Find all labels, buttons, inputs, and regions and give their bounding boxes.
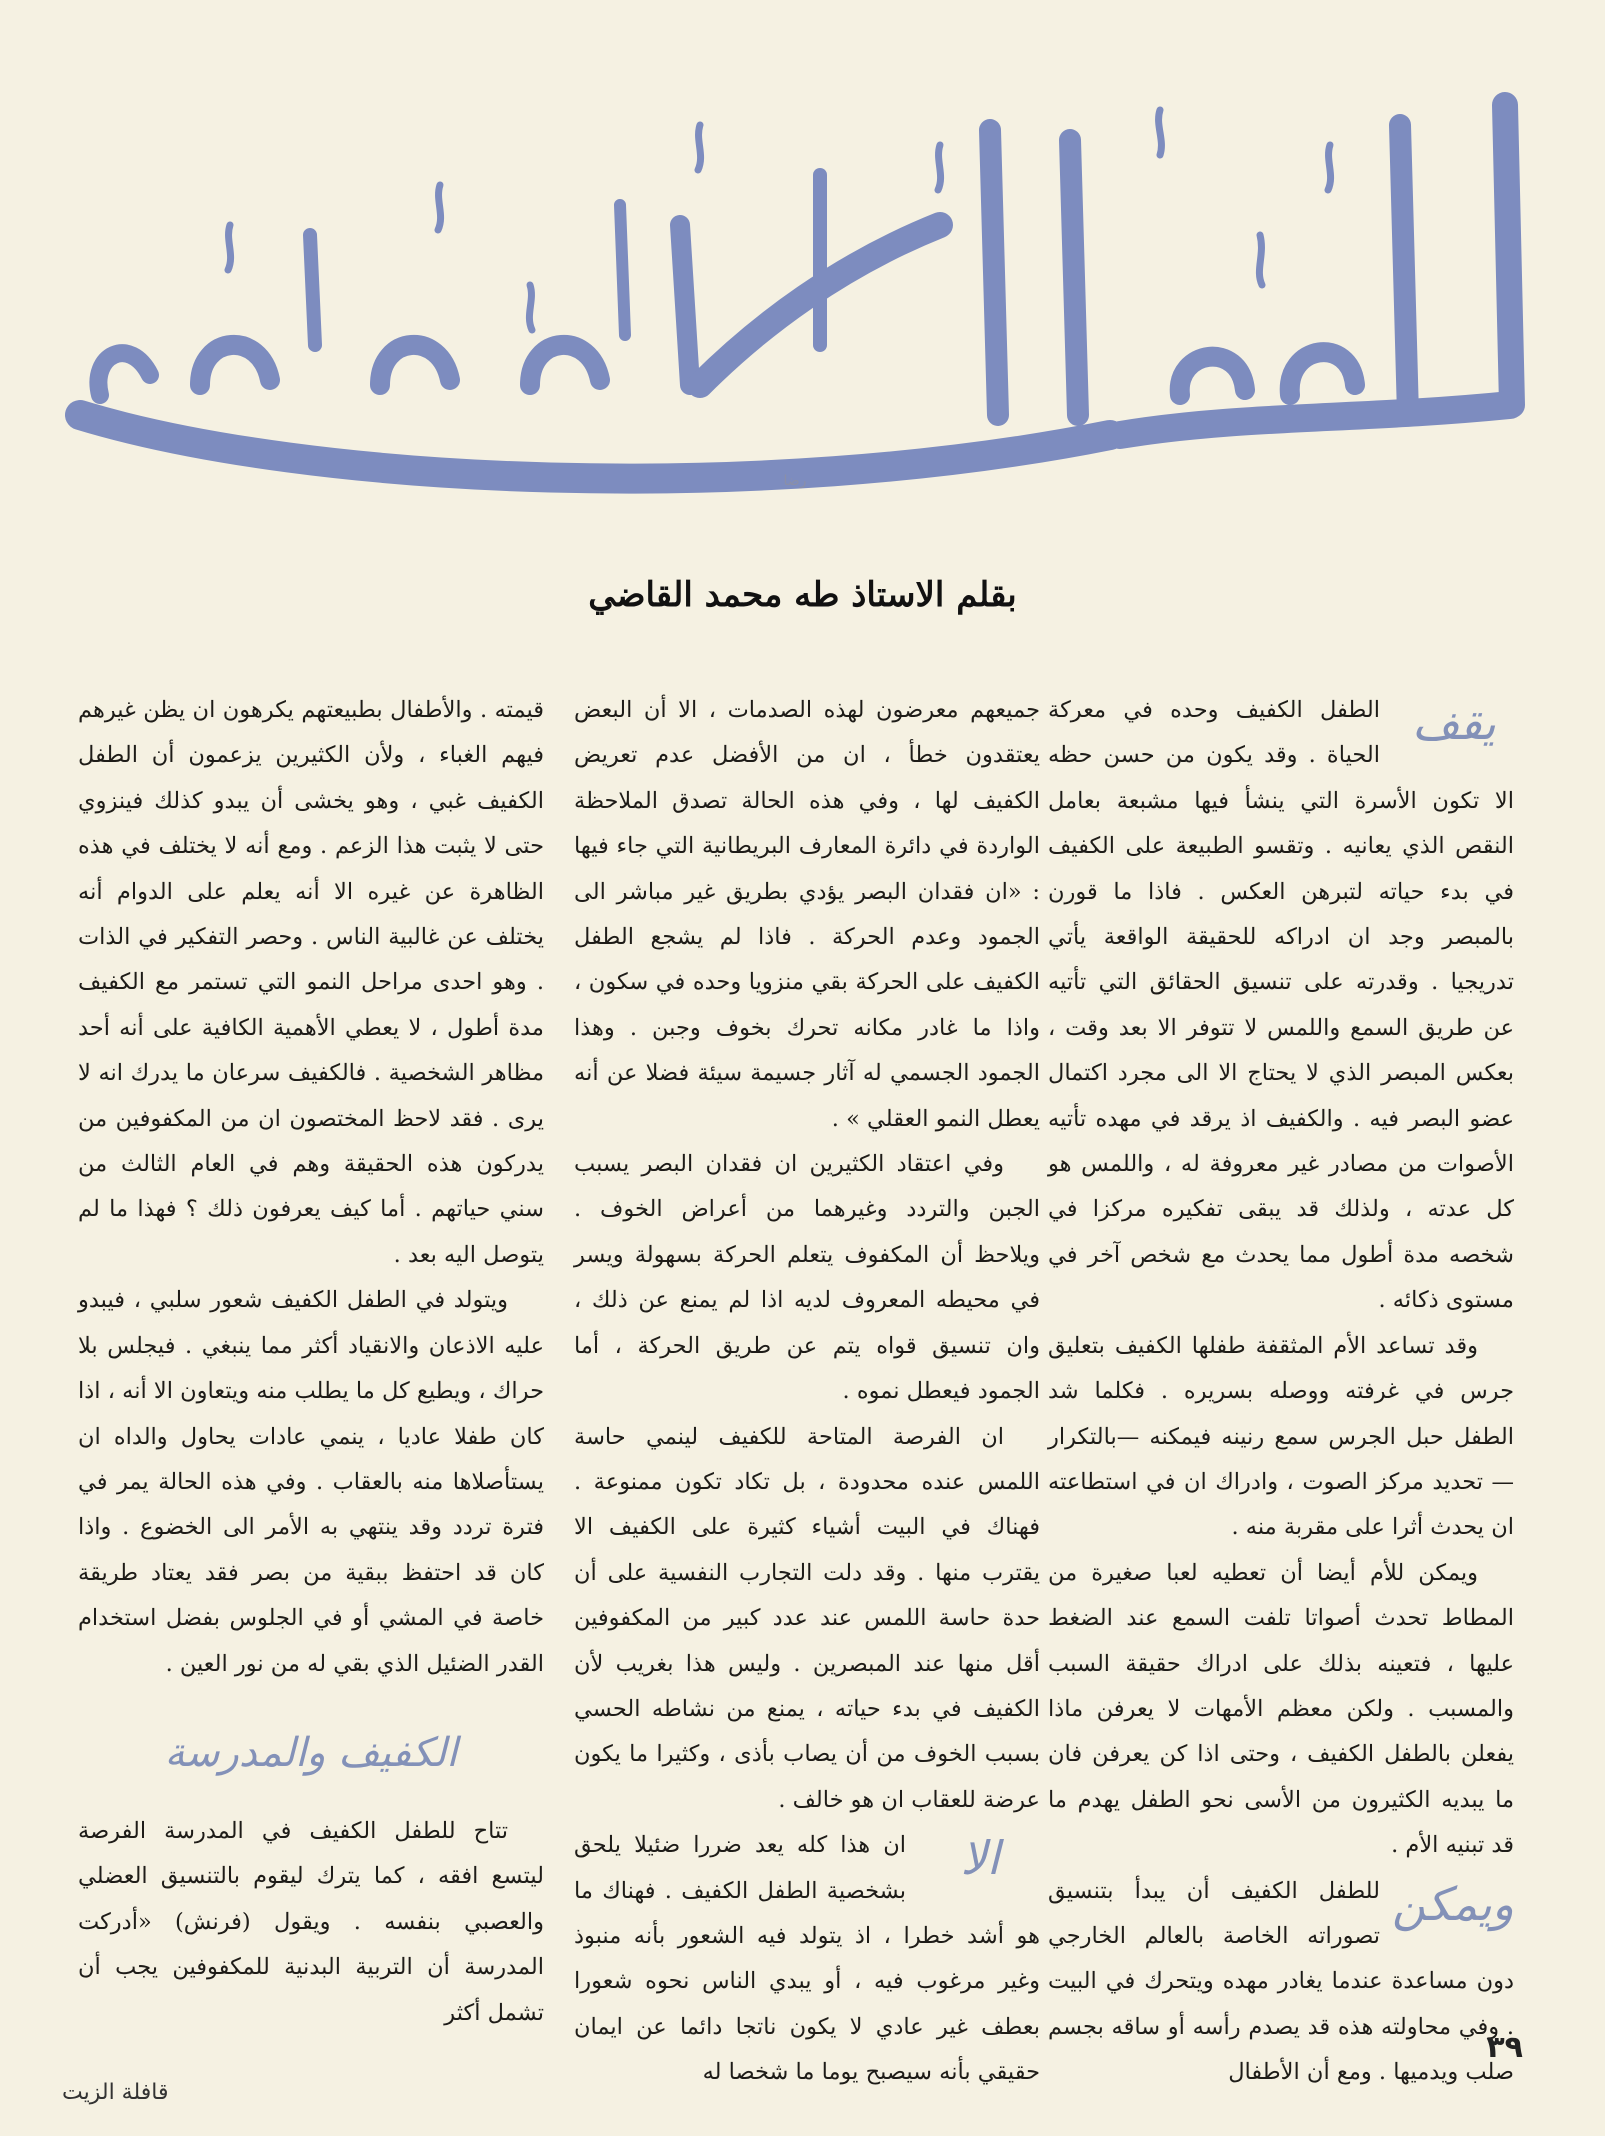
- paragraph: قيمته . والأطفال بطبيعتهم يكرهون ان يظن غيرهم فيهم الغباء ، ولأن الكثيرين يزعمون أن الطفل الكفيف غبي ، وهو يخشى أن يبدو كذلك فينزوي حتى لا يثبت هذا الزعم . ومع أنه لا يختلف في هذه الظاهرة عن غيره الا أنه يعلم على الدوام أنه يختلف عن غالبية الناس . وحصر التفكير في الذات . وهو احدى مراحل النمو التي تستمر مع الكفيف مدة أطول ، لا يعطي الأهمية الكافية على أنه أحد مظاهر الشخصية . فالكفيف سرعان ما يدرك انه لا يرى . فقد لاحظ المختصون ان من المكفوفين من يدركون هذه الحقيقة وهم في العام الثالث من سني حياتهم . أما كيف يعرفون ذلك ؟ فهذا ما لم يتوصل اليه بعد .: [78, 697, 544, 1268]
- paragraph: ان الفرصة المتاحة للكفيف لينمي حاسة اللمس عنده محدودة ، بل تكاد تكون ممنوعة . فهناك في البيت أشياء كثيرة على الكفيف الا يقترب منها . وقد دلت التجارب النفسية على أن حدة حاسة اللمس عند عدد كبير من المكفوفين أقل منها عند المبصرين . وليس هذا بغريب لأن الكفيف في بدء حياته ، يمنع من نشاطه الحسي بسبب الخوف من أن يصاب بأذى ، وكثيرا ما يكون عرضة للعقاب ان هو خالف .: [574, 1423, 1040, 1813]
- drop-word: يقف: [1412, 696, 1496, 750]
- paragraph: ان هذا كله يعد ضررا ضئيلا يلحق بشخصية الطفل الكفيف . فهناك ما هو أشد خطرا ، اذ يتولد فيه الشعور بأنه منبوذ وغير مرغوب فيه ، أو يبدي الناس نحوه شعورا بعطف غير عادي لا يكون ناتجا دائما عن ايمان حقيقي بأنه سيصبح يوما ما شخصا له: [574, 1832, 1040, 2086]
- paragraph: وقد تساعد الأم المثقفة طفلها الكفيف بتعليق جرس في غرفته ووصله بسريره . فكلما شد الطفل حبل الجرس سمع رنينه فيمكنه —بالتكرار— تحديد مركز الصوت ، وادراك ان في استطاعته ان يحدث أثرا على مقربة منه .: [1048, 1332, 1514, 1541]
- column-right: [1048, 688, 1514, 2096]
- column-left: [78, 688, 544, 2036]
- drop-word: ويمكن: [1391, 1876, 1514, 1931]
- page-number: ٣٩: [1486, 2030, 1523, 2065]
- column-middle: [574, 688, 1040, 2096]
- calligraphy-title-art: [60, 85, 1550, 545]
- article-title: [60, 85, 1550, 545]
- paragraph: ويتولد في الطفل الكفيف شعور سلبي ، فيبدو عليه الاذعان والانقياد أكثر مما ينبغي . فيجلس بلا حراك ، ويطيع كل ما يطلب منه ويتعاون الا أنه ، اذا كان طفلا عاديا ، ينمي عادات يحاول والداه ان يستأصلاها منه بالعقاب . وفي هذه الحالة يمر في فترة تردد وقد ينتهي به الأمر الى الخضوع . واذا كان قد احتفظ ببقية من بصر فقد يعتاد طريقة خاصة في المشي أو في الجلوس بفضل استخدام القدر الضئيل الذي بقي له من نور العين .: [78, 1287, 544, 1677]
- artist-signature: رضا: [783, 473, 807, 489]
- paragraph: تتاح للطفل الكفيف في المدرسة الفرصة ليتسع افقه ، كما يترك ليقوم بالتنسيق العضلي والعصبي بنفسه . ويقول (فرنش) «أدركت المدرسة أن التربية البدنية للمكفوفين يجب أن تشمل أكثر: [78, 1817, 544, 2026]
- paragraph: الطفل الكفيف وحده في معركة الحياة . وقد يكون من حسن حظه الا تكون الأسرة التي ينشأ فيها مشبعة بعامل النقص الذي يعانيه . وتقسو الطبيعة على الكفيف في بدء حياته لتبرهن العكس . فاذا ما قورن بالمبصر وجد ان ادراكه للحقيقة الواقعة يأتي تدريجيا . وقدرته على تنسيق الحقائق التي تأتيه عن طريق السمع واللمس لا تتوفر الا بعد وقت ، بعكس المبصر الذي لا يحتاج الا الى مجرد اكتمال عضو البصر فيه . والكفيف اذ يرقد في مهده تأتيه الأصوات من مصادر غير معروفة له ، واللمس هو كل عدته ، ولذلك قد يبقى تفكيره مركزا في شخصه مدة أطول مما يحدث مع شخص آخر في مستوى ذكائه .: [1048, 697, 1514, 1314]
- byline: بقلم الاستاذ طه محمد القاضي: [588, 575, 1017, 615]
- paragraph: ويمكن للأم أيضا أن تعطيه لعبا صغيرة من المطاط تحدث أصواتا تلفت السمع عند الضغط عليها ، فتعينه بذلك على ادراك حقيقة السبب والمسبب . ولكن معظم الأمهات لا يعرفن ماذا يفعلن بالطفل الكفيف ، وحتى اذا كن يعرفن فان ما يبديه الكثيرون من الأسى نحو الطفل يهدم ما قد تبنيه الأم .: [1048, 1559, 1514, 1859]
- publication-footer: قافلة الزيت: [62, 2080, 169, 2105]
- paragraph: للطفل الكفيف أن يبدأ بتنسيق تصوراته الخاصة بالعالم الخارجي دون مساعدة عندما يغادر مهده ويتحرك في البيت . وفي محاولته هذه قد يصدم رأسه أو ساقه بجسم صلب ويدميها . ومع أن الأطفال: [1048, 1877, 1514, 2086]
- section-subheading: الكفيف والمدرسة: [164, 1729, 458, 1776]
- drop-word: الا: [960, 1831, 1000, 1886]
- paragraph: جميعهم معرضون لهذه الصدمات ، الا أن البعض يعتقدون خطأ ، ان من الأفضل عدم تعريض الكفيف لها ، وفي هذه الحالة تصدق الملاحظة الواردة في دائرة المعارف البريطانية التي جاء فيها : «ان فقدان البصر يؤدي بطريق غير مباشر الى الجمود وعدم الحركة . فاذا لم يشجع الطفل الكفيف على الحركة بقي منزويا وحده في سكون ، واذا ما غادر مكانه تحرك بخوف وجبن . وهذا الجمود الجسمي له آثار جسيمة سيئة فضلا عن أنه يعطل النمو العقلي » .: [574, 697, 1040, 1132]
- paragraph: وفي اعتقاد الكثيرين ان فقدان البصر يسبب الجبن والتردد وغيرهما من أعراض الخوف . ويلاحظ أن المكفوف يتعلم الحركة بسهولة ويسر في محيطه المعروف لديه اذا لم يمنع عن ذلك ، وان تنسيق قواه يتم عن طريق الحركة ، أما الجمود فيعطل نموه .: [574, 1151, 1040, 1405]
